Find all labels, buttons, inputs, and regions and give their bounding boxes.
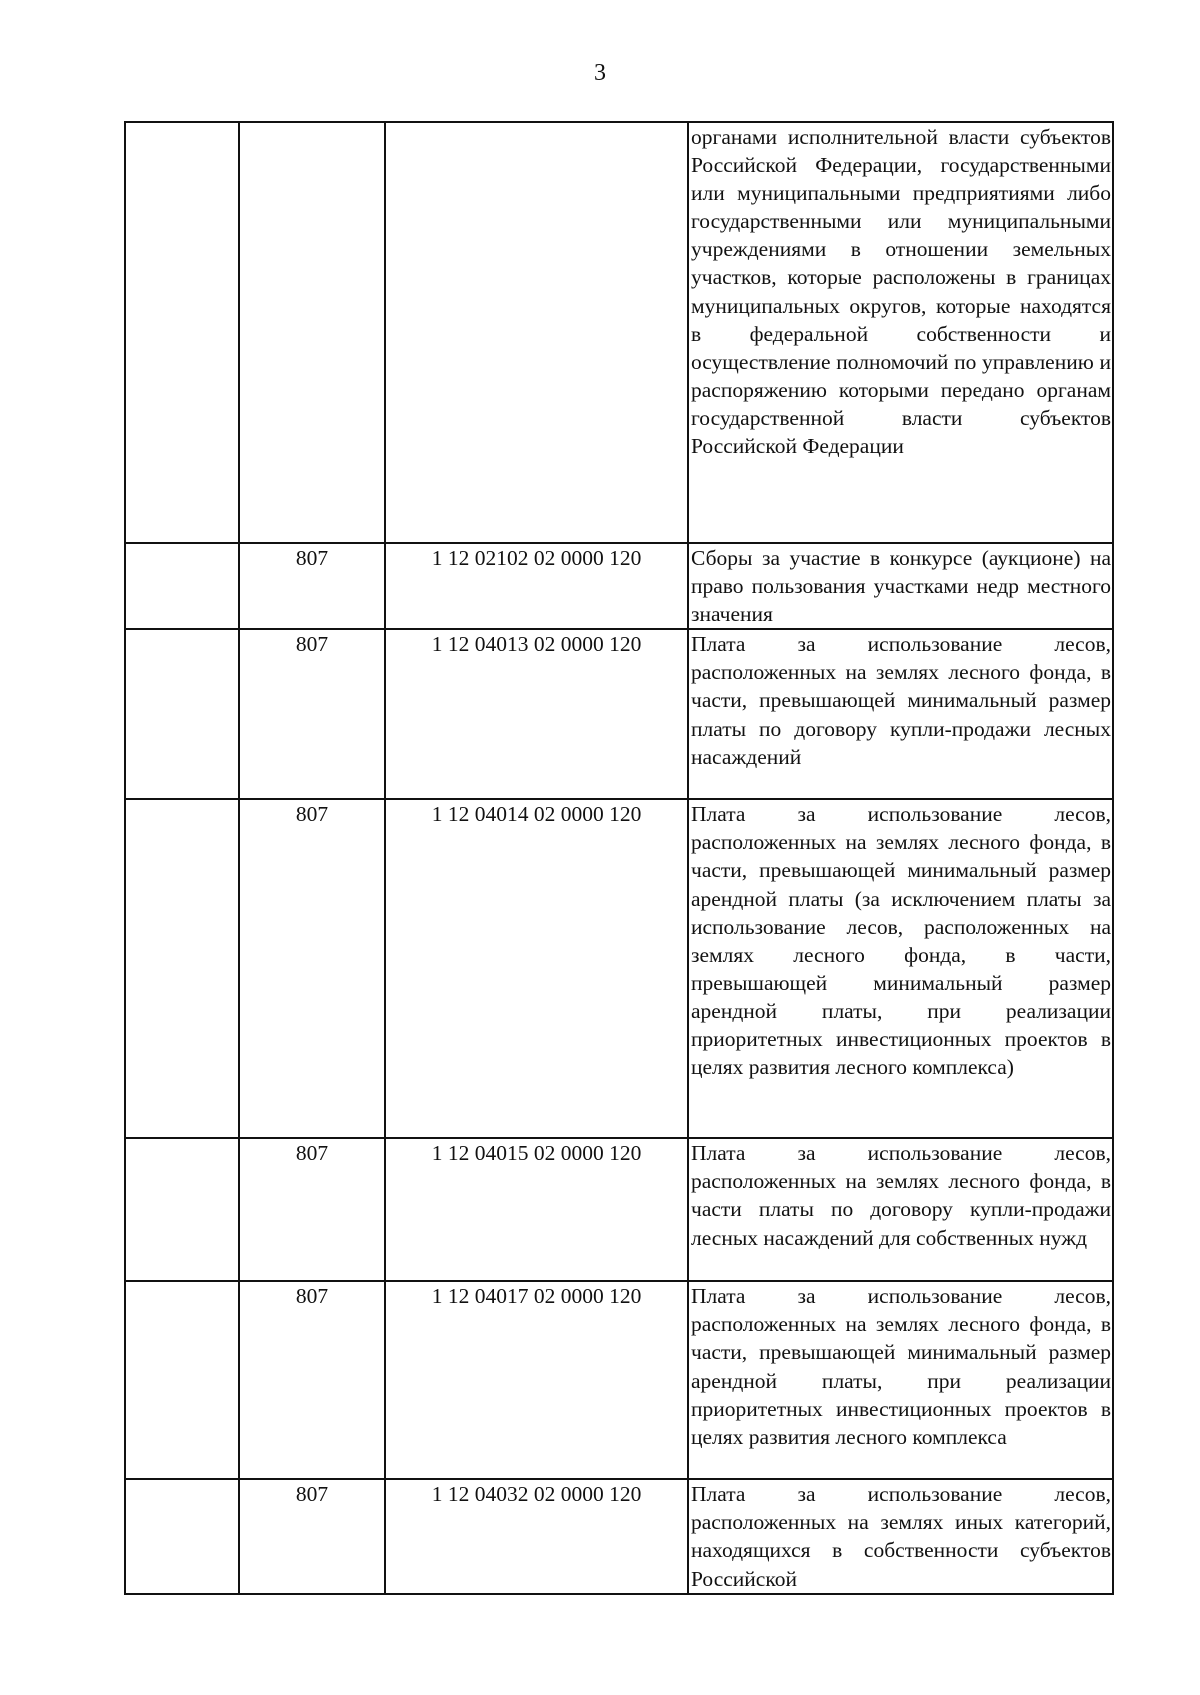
kbk-code-cell: 1 12 04032 02 0000 120 [385, 1479, 688, 1594]
table-row [125, 799, 1113, 1138]
table-row [125, 1479, 1113, 1594]
admin-code-cell: 807 [239, 1281, 385, 1479]
admin-code-cell: 807 [239, 543, 385, 629]
admin-code-cell: 807 [239, 629, 385, 799]
empty-cell [125, 629, 239, 799]
admin-code-cell [239, 122, 385, 543]
description-cell [688, 629, 1113, 799]
description-cell [688, 1281, 1113, 1479]
description-cell [688, 1138, 1113, 1281]
empty-cell [125, 1281, 239, 1479]
description-text: Сборы за участие в конкурсе (аукционе) на право пользования участками недр местного значения [691, 546, 1111, 627]
table-row [125, 1138, 1113, 1281]
empty-cell [125, 1138, 239, 1281]
kbk-code-cell: 1 12 02102 02 0000 120 [385, 543, 688, 629]
kbk-code-cell: 1 12 04017 02 0000 120 [385, 1281, 688, 1479]
table-row [125, 122, 1113, 543]
table-row [125, 1281, 1113, 1479]
description-text: Плата за использование лесов, расположенных на землях лесного фонда, в части, превышающей минимальный размер платы по договору купли-продажи лесных насаждений [691, 632, 1111, 769]
budget-classification-table [124, 121, 1114, 1595]
empty-cell [125, 1479, 239, 1594]
admin-code-cell: 807 [239, 1138, 385, 1281]
description-text: Плата за использование лесов, расположенных на землях лесного фонда, в части, превышающей минимальный размер арендной платы, при реализации приоритетных инвестиционных проектов в целях развития лесного комплекса [691, 1284, 1111, 1449]
description-cell [688, 1479, 1113, 1594]
description-cell [688, 799, 1113, 1138]
kbk-code-cell: 1 12 04015 02 0000 120 [385, 1138, 688, 1281]
empty-cell [125, 543, 239, 629]
description-text: органами исполнительной власти субъектов Российской Федерации, государственными или муниципальными предприятиями либо государственными или муниципальными учреждениями в отношении земельных участков, которые расположены в границах муниципальных округов, которые находятся в федеральной собственности и осуществление полномочий по управлению и распоряжению которыми передано органам государственной власти субъектов Российской Федерации [691, 125, 1111, 459]
kbk-code-cell: 1 12 04014 02 0000 120 [385, 799, 688, 1138]
table-body [125, 122, 1113, 1594]
description-cell [688, 122, 1113, 543]
description-text: Плата за использование лесов, расположенных на землях иных категорий, находящихся в собственности субъектов Российской [691, 1482, 1111, 1591]
description-text: Плата за использование лесов, расположенных на землях лесного фонда, в части платы по договору купли-продажи лесных насаждений для собственных нужд [691, 1141, 1111, 1250]
page-number: 3 [594, 60, 606, 86]
description-text: Плата за использование лесов, расположенных на землях лесного фонда, в части, превышающей минимальный размер арендной платы (за исключением платы за использование лесов, расположенных на землях лесного фонда, в части, превышающей минимальный размер арендной платы, при реализации приоритетных инвестиционных проектов в целях развития лесного комплекса) [691, 802, 1111, 1080]
admin-code-cell: 807 [239, 1479, 385, 1594]
description-cell [688, 543, 1113, 629]
kbk-code-cell: 1 12 04013 02 0000 120 [385, 629, 688, 799]
table-row [125, 543, 1113, 629]
empty-cell [125, 122, 239, 543]
kbk-code-cell [385, 122, 688, 543]
table-row [125, 629, 1113, 799]
empty-cell [125, 799, 239, 1138]
admin-code-cell: 807 [239, 799, 385, 1138]
